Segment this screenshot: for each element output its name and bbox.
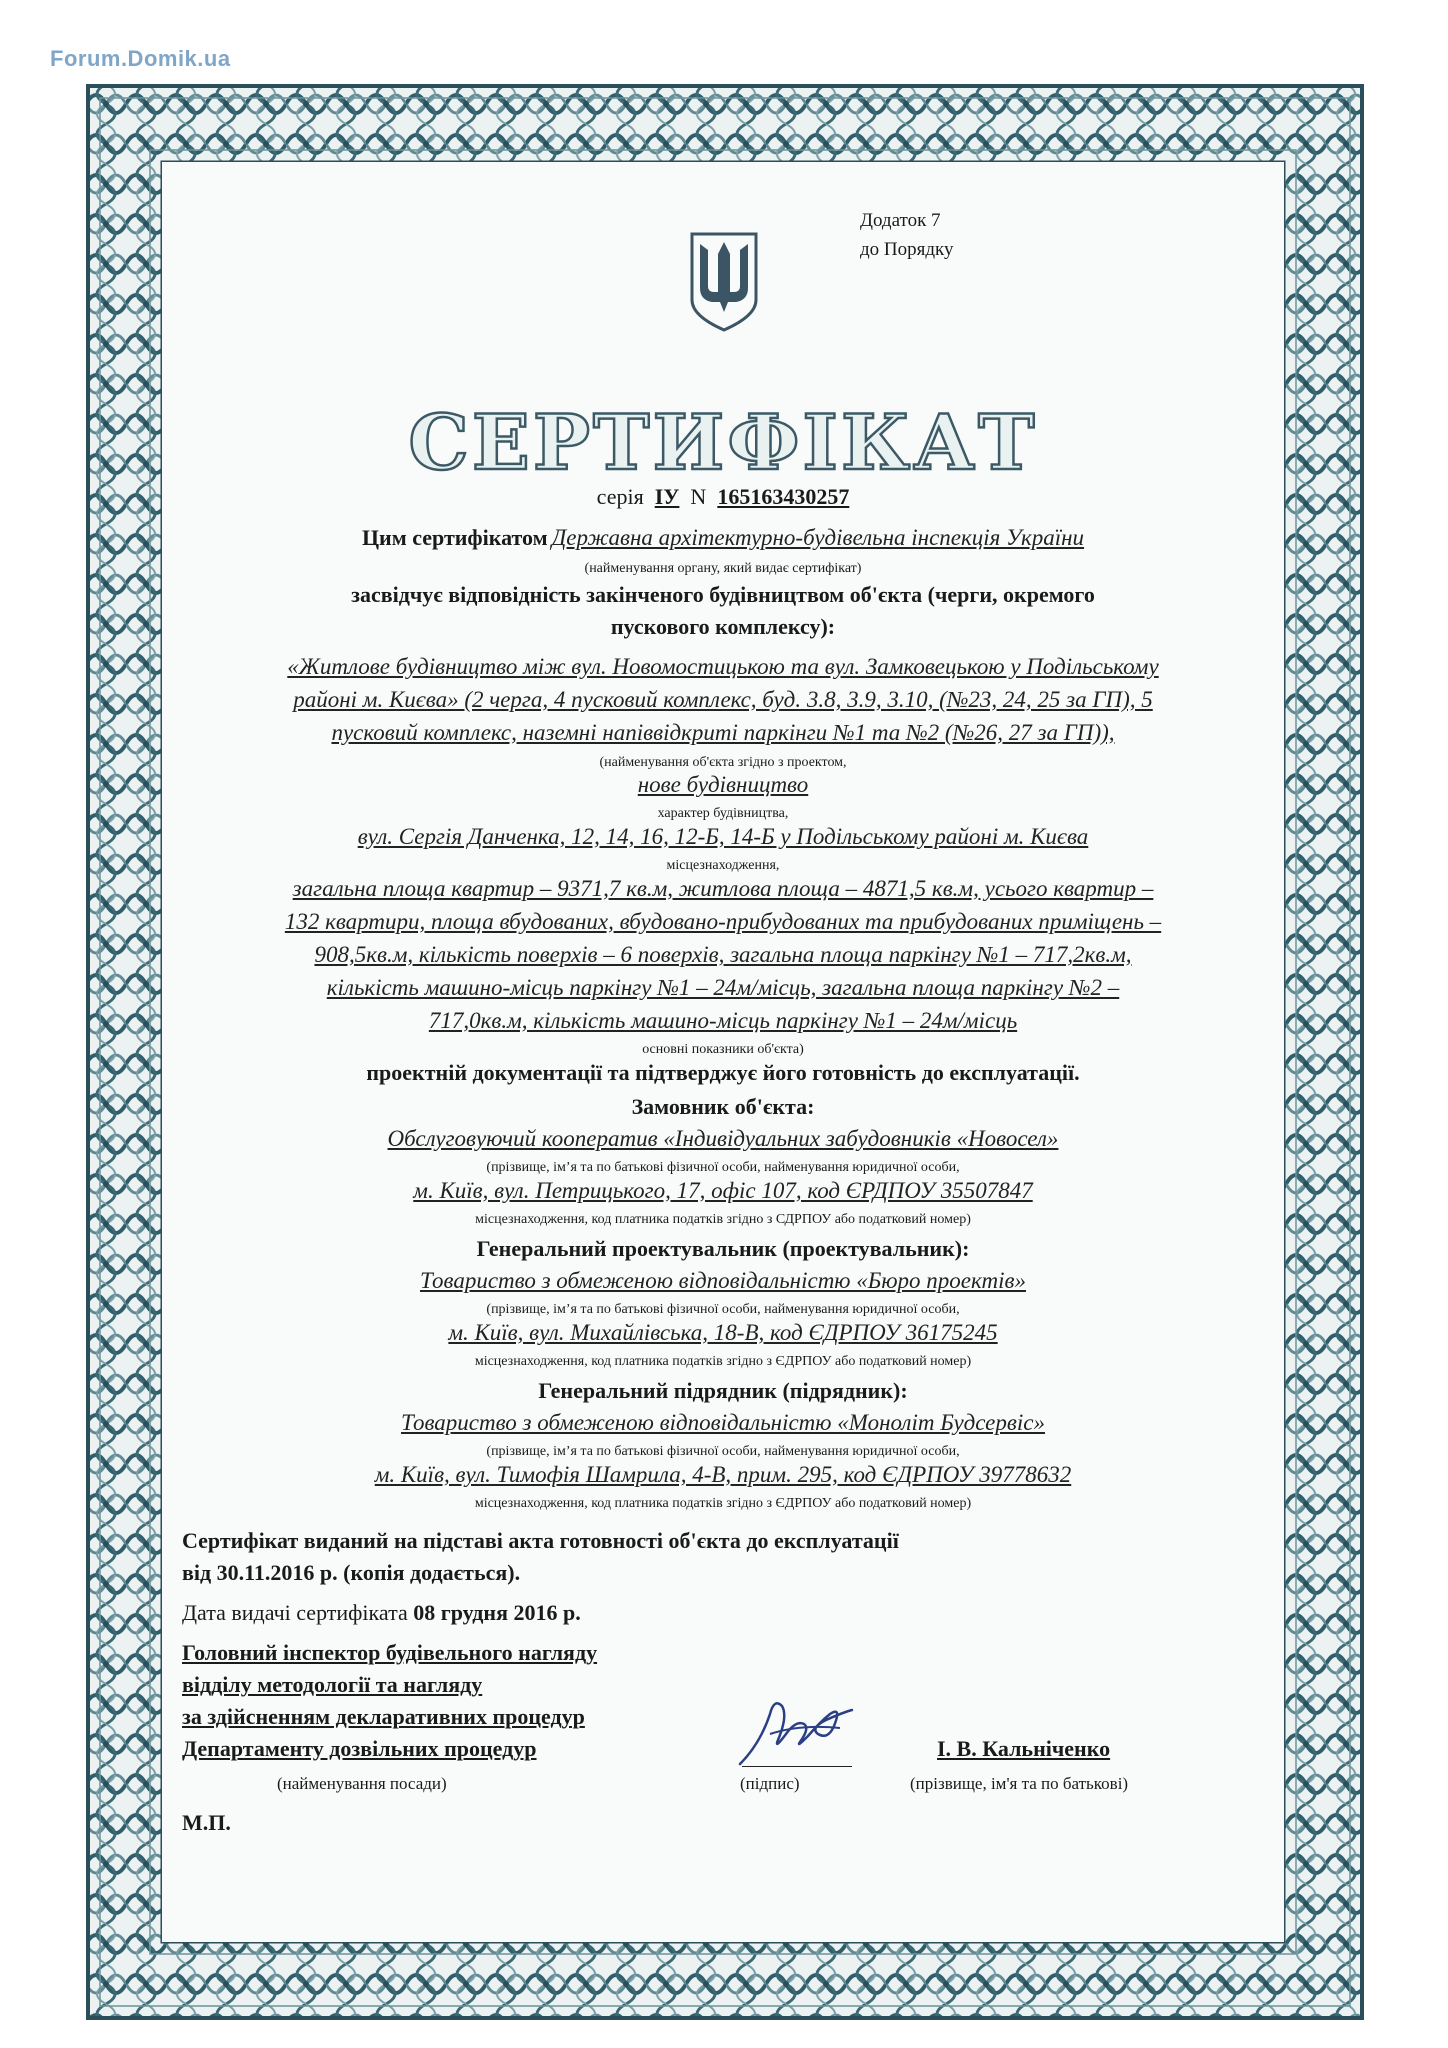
basis-line-2: від 30.11.2016 р. (копія додається). bbox=[182, 1560, 521, 1585]
object-hint: (найменування об'єкта згідно з проектом, bbox=[599, 755, 847, 770]
indicators-line-2: 132 квартири, площа вбудованих, вбудовано-прибудованих та прибудованих приміщень – bbox=[284, 909, 1162, 934]
position-line-3: за здійсненням декларативних процедур bbox=[182, 1704, 585, 1729]
customer-address: м. Київ, вул. Петрицького, 17, офіс 107, код ЄРДПОУ 35507847 bbox=[413, 1178, 1033, 1203]
number-value: 165163430257 bbox=[717, 484, 850, 509]
issue-date-value: 08 грудня 2016 р. bbox=[413, 1600, 581, 1625]
designer-address-hint: місцезнаходження, код платника податків згідно з ЄДРПОУ або податковий номер) bbox=[474, 1354, 972, 1369]
object-line-1: «Житлове будівництво між вул. Новомостицькою та вул. Замковецькою у Подільському bbox=[287, 654, 1159, 679]
confirm-line-1: засвідчує відповідність закінченого будівництвом об'єкта (черги, окремого bbox=[351, 582, 1095, 607]
issuer-line bbox=[192, 525, 1254, 551]
indicators-hint: основні показники об'єкта) bbox=[642, 1042, 804, 1057]
contractor-address: м. Київ, вул. Тимофія Шамрила, 4-В, прим. 295, код ЄДРПОУ 39778632 bbox=[374, 1462, 1072, 1487]
appendix-note bbox=[860, 206, 954, 264]
indicators-line-1: загальна площа квартир – 9371,7 кв.м, житлова площа – 4871,5 кв.м, усього квартир – bbox=[292, 876, 1154, 901]
series-value: ІУ bbox=[654, 484, 680, 509]
watermark: Forum.Domik.ua bbox=[50, 46, 231, 71]
contractor-name-hint: (прізвище, ім’я та по батькові фізичної особи, найменування юридичної особи, bbox=[486, 1444, 960, 1459]
appendix-line-2: до Порядку bbox=[860, 239, 954, 260]
customer-address-hint: місцезнаходження, код платника податків згідно з СДРПОУ або податковий номер) bbox=[475, 1212, 971, 1227]
designer-name: Товариство з обмеженою відповідальністю «Бюро проектів» bbox=[420, 1268, 1026, 1293]
customer-name-hint: (прізвище, ім’я та по батькові фізичної особи, найменування юридичної особи, bbox=[486, 1160, 960, 1175]
confirm-line-2: пускового комплексу): bbox=[610, 614, 836, 639]
location-value: вул. Сергія Данченка, 12, 14, 16, 12-Б, 14-Б у Подільському районі м. Києва bbox=[357, 824, 1089, 849]
certificate-body bbox=[162, 162, 1284, 1942]
appendix-line-1: Додаток 7 bbox=[860, 210, 941, 231]
indicators-line-4: кількість машино-місць паркінгу №1 – 24м/місць, загальна площа паркінгу №2 – bbox=[326, 975, 1120, 1000]
stamp-place: М.П. bbox=[182, 1810, 231, 1835]
position-line-2: відділу методології та нагляду bbox=[182, 1672, 483, 1697]
position-hint: (найменування посади) bbox=[277, 1774, 447, 1793]
indicators-line-5: 717,0кв.м, кількість машино-місць паркінгу №1 – 24м/місць bbox=[428, 1008, 1018, 1033]
issue-date-label: Дата видачі сертифіката bbox=[182, 1600, 408, 1625]
basis-line-1: Сертифікат виданий на підставі акта готовності об'єкта до експлуатації bbox=[182, 1528, 899, 1553]
indicators-line-3: 908,5кв.м, кількість поверхів – 6 поверхів, загальна площа паркінгу №1 – 717,2кв.м, bbox=[314, 942, 1132, 967]
location-hint: місцезнаходження, bbox=[666, 858, 780, 873]
character-hint: характер будівництва, bbox=[657, 806, 789, 821]
readiness-line: проектній документації та підтверджує його готовність до експлуатації. bbox=[366, 1060, 1080, 1085]
object-line-2: районі м. Києва» (2 черга, 4 пусковий комплекс, буд. 3.8, 3.9, 3.10, (№23, 24, 25 за ГП), 5 bbox=[293, 687, 1153, 712]
character-value: нове будівництво bbox=[637, 772, 809, 797]
position-line-4: Департаменту дозвільних процедур bbox=[182, 1736, 537, 1761]
issuer-value: Державна архітектурно-будівельна інспекція України bbox=[551, 525, 1085, 550]
signature-image bbox=[730, 1684, 860, 1774]
customer-heading: Замовник об'єкта: bbox=[631, 1094, 815, 1119]
certificate-title: СЕРТИФІКАТ bbox=[408, 398, 1038, 487]
issuer-hint: (найменування органу, який видає сертифікат) bbox=[584, 561, 862, 576]
series-label: серія bbox=[596, 484, 644, 509]
designer-address: м. Київ, вул. Михайлівська, 18-В, код ЄДРПОУ 36175245 bbox=[448, 1320, 998, 1345]
contractor-name: Товариство з обмеженою відповідальністю «Моноліт Будсервіс» bbox=[401, 1410, 1045, 1435]
trident-coat-of-arms-icon bbox=[688, 230, 760, 334]
signer-name: І. В. Кальніченко bbox=[937, 1736, 1111, 1761]
contractor-heading: Генеральний підрядник (підрядник): bbox=[538, 1378, 908, 1403]
number-label: N bbox=[690, 484, 707, 509]
contractor-address-hint: місцезнаходження, код платника податків згідно з ЄДРПОУ або податковий номер) bbox=[474, 1496, 972, 1511]
customer-name: Обслуговуючий кооператив «Індивідуальних забудовників «Новосел» bbox=[387, 1126, 1059, 1151]
designer-name-hint: (прізвище, ім’я та по батькові фізичної особи, найменування юридичної особи, bbox=[486, 1302, 960, 1317]
object-line-3: пусковий комплекс, наземні напіввідкриті паркінги №1 та №2 (№26, 27 за ГП)), bbox=[331, 720, 1115, 745]
designer-heading: Генеральний проектувальник (проектувальник): bbox=[476, 1236, 970, 1261]
serial-line bbox=[162, 484, 1284, 510]
signature-hint: (підпис) bbox=[740, 1774, 800, 1793]
signer-hint: (прізвище, ім'я та по батькові) bbox=[910, 1774, 1129, 1793]
position-line-1: Головний інспектор будівельного нагляду bbox=[182, 1640, 598, 1665]
issue-date-line bbox=[182, 1600, 581, 1626]
issuer-prefix: Цим сертифікатом bbox=[361, 525, 548, 550]
